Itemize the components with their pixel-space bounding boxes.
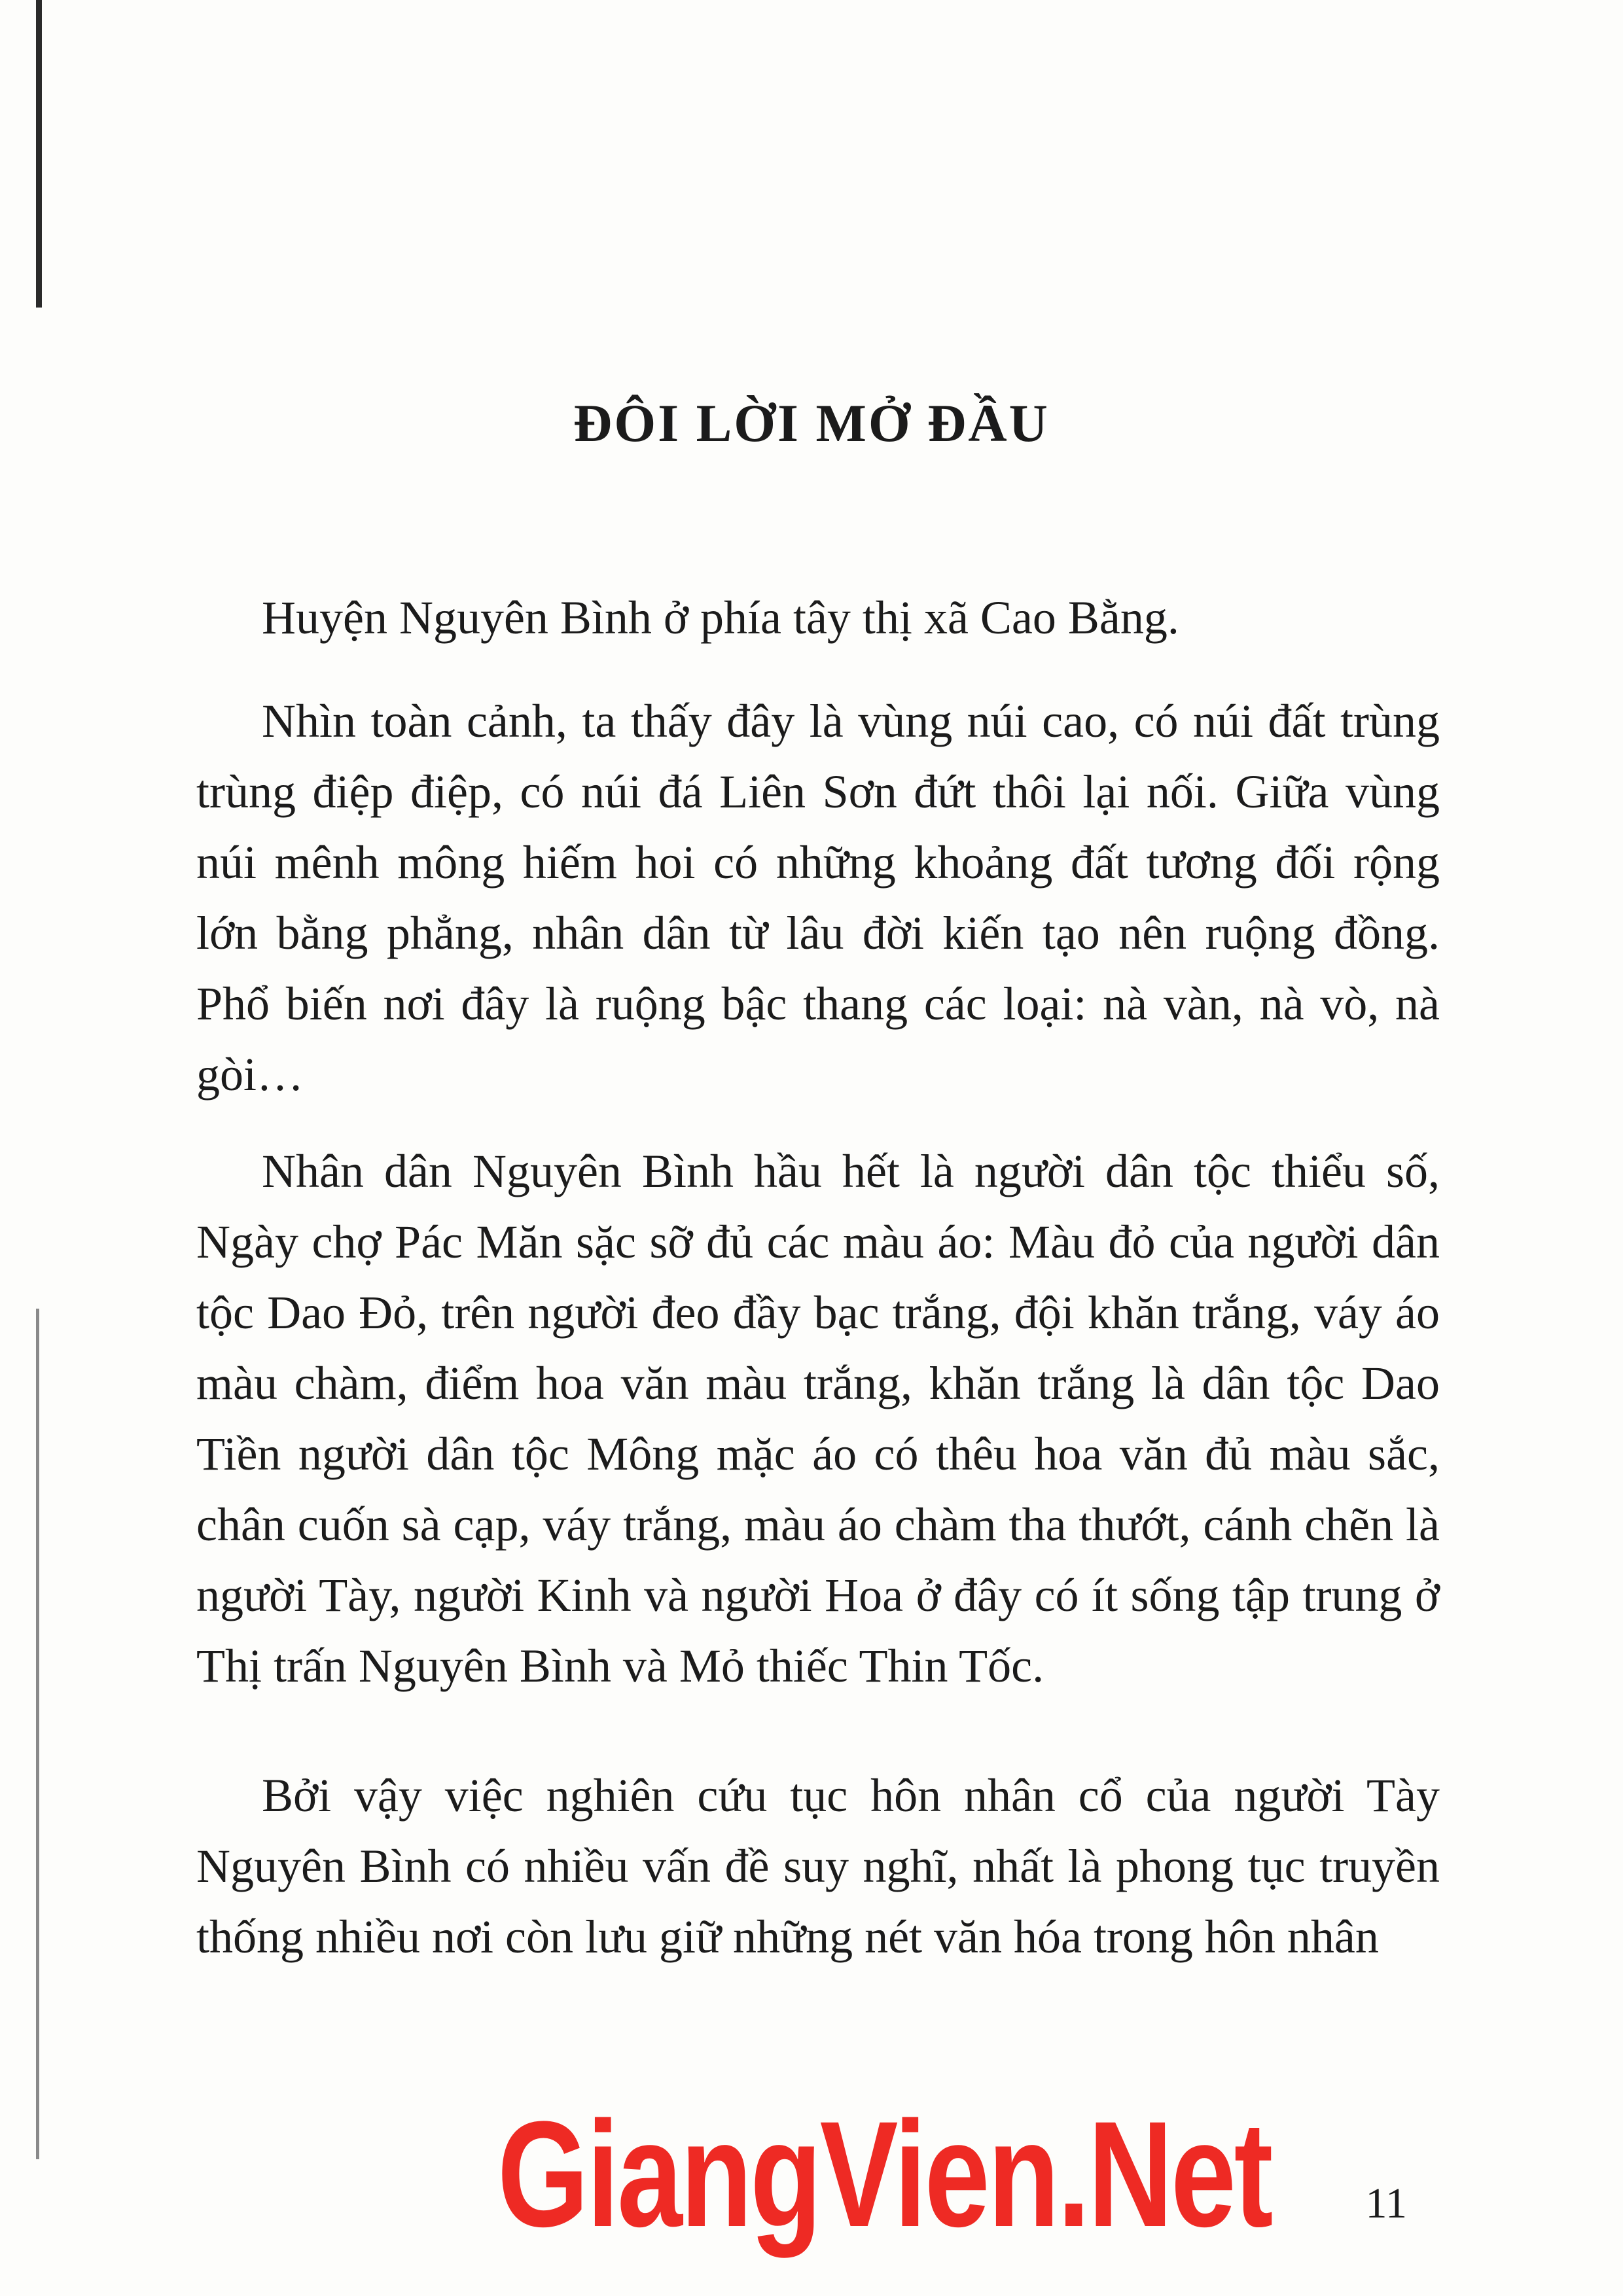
watermark-logo: GiangVien.Net bbox=[497, 2090, 1272, 2258]
paragraph-2: Nhìn toàn cảnh, ta thấy đây là vùng núi cao, có núi đất trùng trùng điệp điệp, có núi đá Liên Sơn đứt thôi lại nối. Giữa vùng núi mênh mông hiếm hoi có những khoảng đất tương đối rộng lớn bằng phẳng, nhân dân từ lâu đời kiến tạo nên ruộng đồng. Phổ biến nơi đây là ruộng bậc thang các loại: nà vàn, nà vò, nà gòi… bbox=[196, 695, 1440, 1101]
page-number: 11 bbox=[1365, 2180, 1407, 2227]
paragraph-4: Bởi vậy việc nghiên cứu tục hôn nhân cổ của người Tày Nguyên Bình có nhiều vấn đề suy nghĩ, nhất là phong tục truyền thống nhiều nơi còn lưu giữ những nét văn hóa trong hôn nhân bbox=[196, 1769, 1440, 1963]
body-text bbox=[196, 582, 1440, 1972]
paragraph-1: Huyện Nguyên Bình ở phía tây thị xã Cao Bằng. bbox=[262, 592, 1179, 644]
paragraph-3: Nhân dân Nguyên Bình hầu hết là người dân tộc thiểu số, Ngày chợ Pác Măn sặc sỡ đủ các màu áo: Màu đỏ của người dân tộc Dao Đỏ, trên người đeo đầy bạc trắng, đội khăn trắng, váy áo màu chàm, điểm hoa văn màu trắng, khăn trắng là dân tộc Dao Tiền người dân tộc Mông mặc áo có thêu hoa văn đủ màu sắc, chân cuốn sà cạp, váy trắng, màu áo chàm tha thướt, cánh chẽn là người Tày, người Kinh và người Hoa ở đây có ít sống tập trung ở Thị trấn Nguyên Bình và Mỏ thiếc Thin Tốc. bbox=[196, 1145, 1440, 1692]
chapter-title: ĐÔI LỜI MỞ ĐẦU bbox=[573, 393, 1050, 453]
page-binding-shadow-lower bbox=[36, 1309, 39, 2159]
page-binding-shadow bbox=[36, 0, 42, 308]
